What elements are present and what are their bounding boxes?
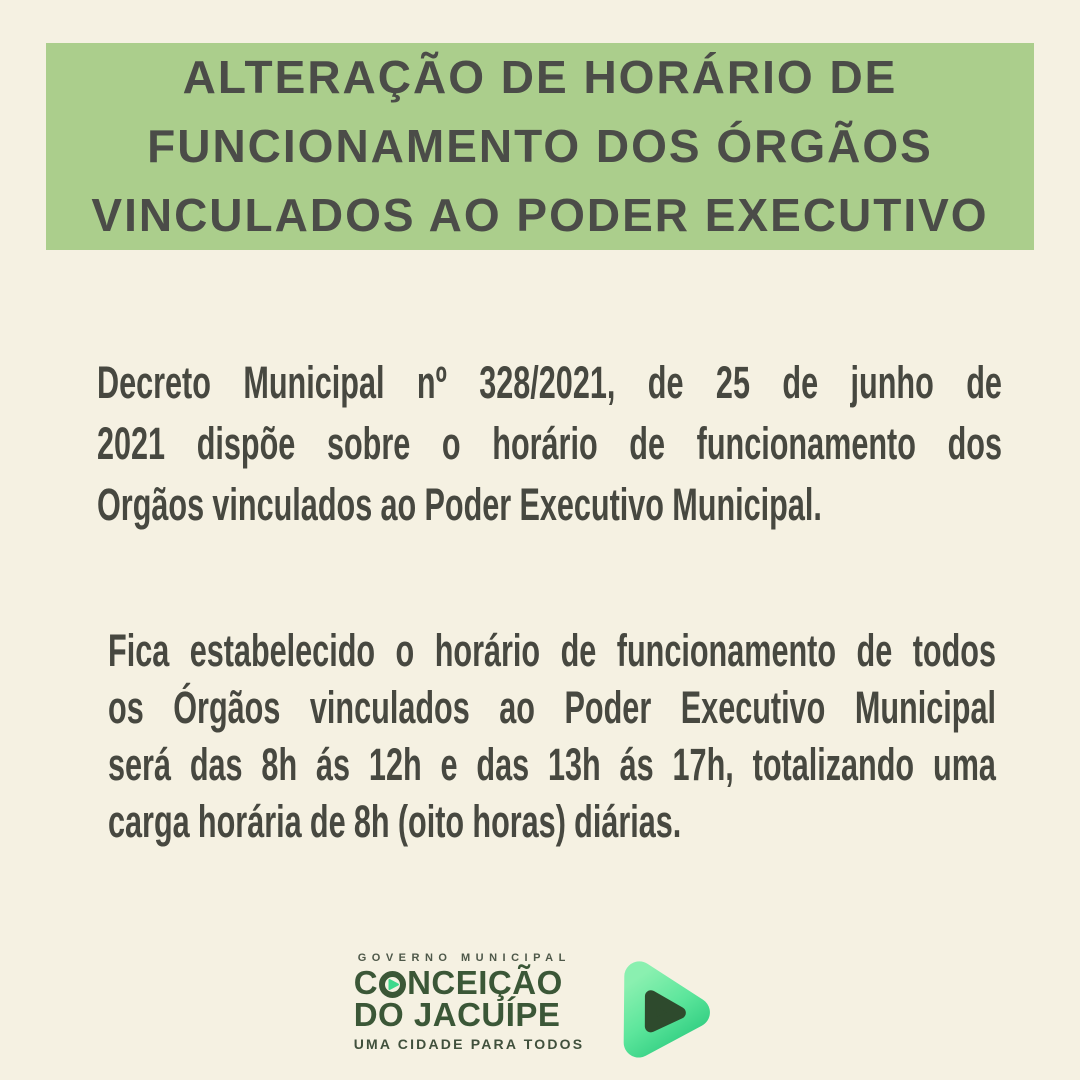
- play-triangle-icon: [596, 944, 726, 1076]
- play-circle-icon: [379, 971, 406, 998]
- paragraph-decree-text: [97, 352, 1002, 535]
- title-line-1: ALTERAÇÃO DE HORÁRIO DE: [182, 51, 898, 103]
- paragraph-line: 2021 dispõe sobre o horário de funcionamento dos: [97, 418, 1002, 469]
- paragraph-line: os Órgãos vinculados ao Poder Executivo Municipal: [108, 682, 996, 733]
- logo-name-rest: NCEIÇÃO: [407, 964, 563, 1001]
- paragraph-line: será das 8h ás 12h e das 13h ás 17h, totalizando uma: [108, 739, 996, 790]
- title-banner: [46, 43, 1034, 250]
- logo-name-line2: DO JACUÍPE: [353, 996, 561, 1033]
- logo-tagline: UMA CIDADE PARA TODOS: [353, 1036, 585, 1052]
- logo: [0, 946, 1080, 1076]
- paragraph-line: Fica estabelecido o horário de funcionamento de todos: [108, 625, 996, 676]
- logo-wordmark: [354, 946, 585, 1052]
- paragraph-decree: [97, 352, 1002, 535]
- paragraph-hours: [108, 622, 996, 850]
- logo-name-line1: [353, 964, 563, 1001]
- title-line-3: VINCULADOS AO PODER EXECUTIVO: [91, 189, 989, 241]
- logo-eyebrow: GOVERNO MUNICIPAL: [357, 952, 571, 964]
- paragraph-line: Orgãos vinculados ao Poder Executivo Municipal.: [97, 479, 822, 530]
- logo-name-first-letter: C: [353, 964, 379, 1001]
- title-line-2: FUNCIONAMENTO DOS ÓRGÃOS: [147, 120, 933, 172]
- paragraph-line: carga horária de 8h (oito horas) diárias.: [108, 796, 682, 847]
- paragraph-line: Decreto Municipal nº 328/2021, de 25 de junho de: [97, 357, 1002, 408]
- paragraph-hours-text: [108, 622, 996, 850]
